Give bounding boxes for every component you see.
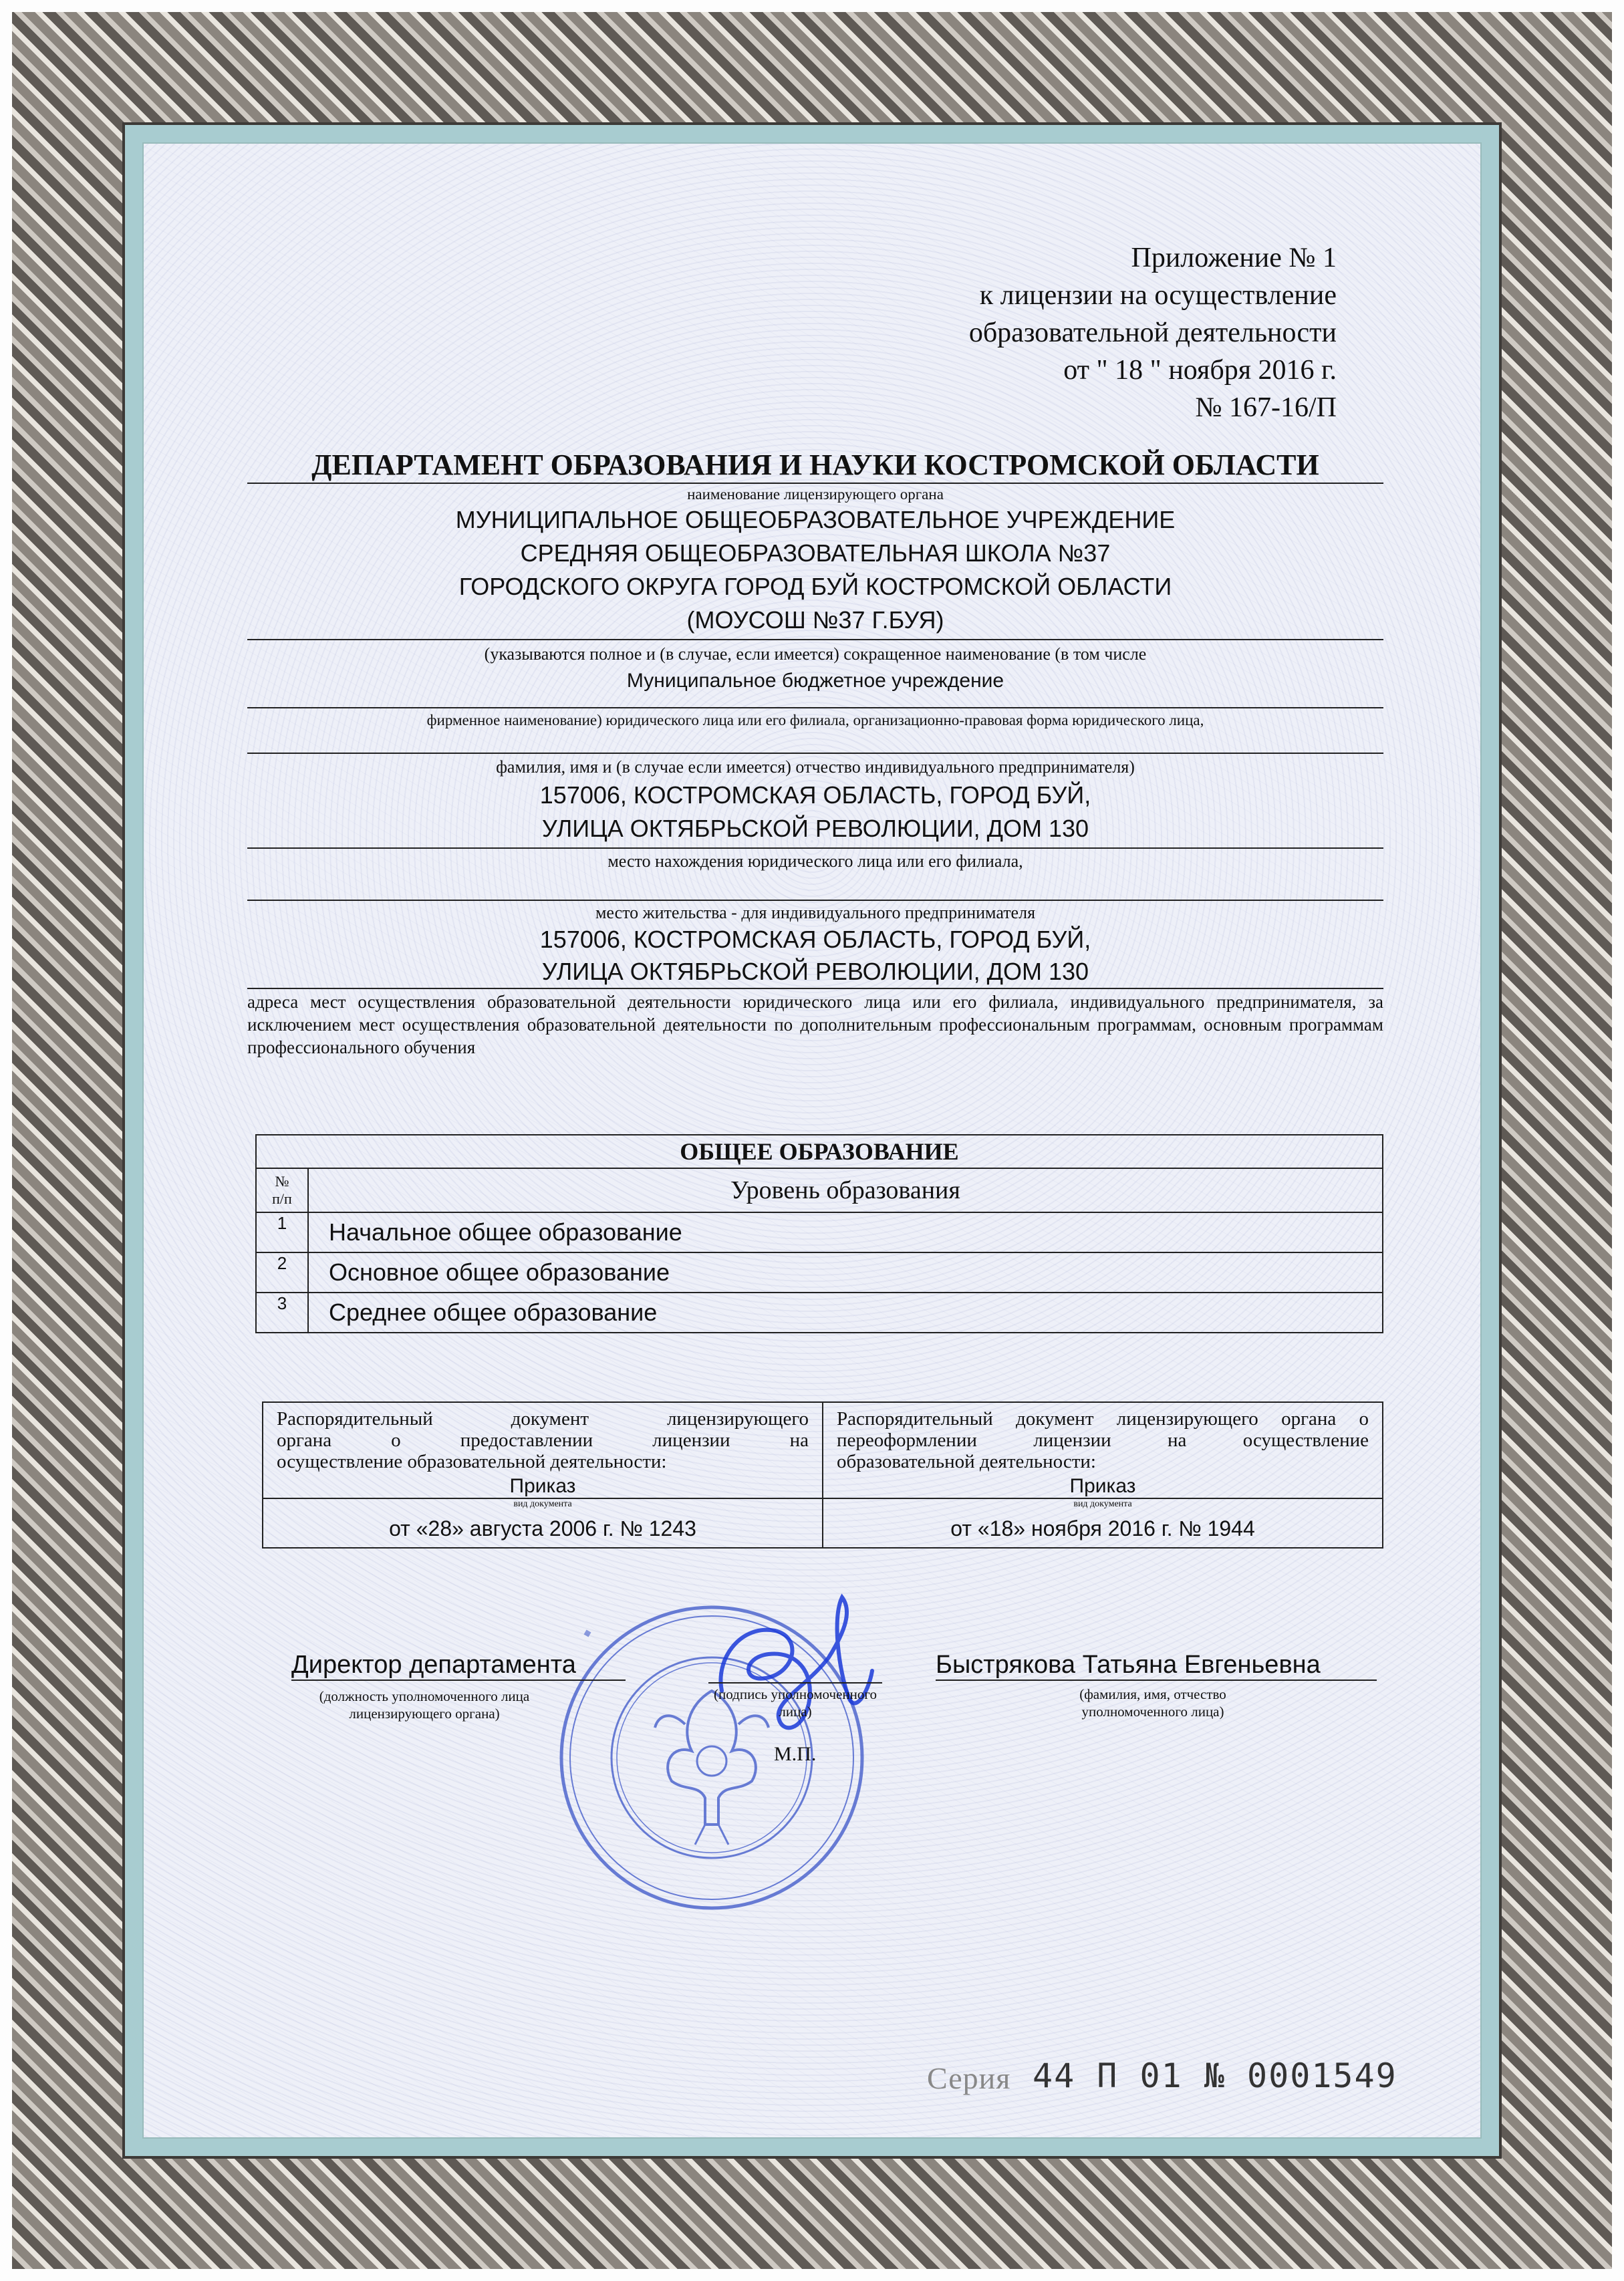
divider xyxy=(247,988,1383,989)
annex-date: от " 18 " ноября 2016 г. xyxy=(1063,355,1337,386)
annex-header xyxy=(969,239,1337,426)
org-name-line: МУНИЦИПАЛЬНОЕ ОБЩЕОБРАЗОВАТЕЛЬНОЕ УЧРЕЖДЕНИЕ xyxy=(455,506,1176,533)
divider xyxy=(247,483,1383,484)
signature-caption: (подпись уполномоченного лица) xyxy=(714,1686,877,1720)
annex-line: образовательной деятельности xyxy=(968,317,1337,348)
order-reissue-text xyxy=(837,1408,1369,1472)
order-doc-caption: вид документа xyxy=(823,1498,1382,1510)
row-number: 2 xyxy=(256,1252,308,1293)
divider xyxy=(247,847,1383,849)
education-table xyxy=(255,1134,1383,1333)
order-date: от «18» ноября 2016 г. № 1944 xyxy=(950,1516,1255,1540)
location-line: 157006, КОСТРОМСКАЯ ОБЛАСТЬ, ГОРОД БУЙ, xyxy=(539,781,1091,809)
divider xyxy=(247,753,1383,754)
order-date: от «28» августа 2006 г. № 1243 xyxy=(389,1516,696,1540)
order-text-line: Распорядительный документ лицензирующего органа о xyxy=(837,1408,1369,1430)
signature-line xyxy=(708,1682,882,1684)
series-number: 44 П 01 № 0001549 xyxy=(1033,2056,1397,2095)
order-doc-type: Приказ xyxy=(509,1475,576,1497)
orders-table xyxy=(262,1401,1383,1549)
order-grant-text xyxy=(277,1408,809,1472)
row-level: Среднее общее образование xyxy=(308,1293,1383,1333)
order-grant-cell xyxy=(263,1402,823,1548)
order-doc-caption: вид документа xyxy=(263,1498,822,1510)
order-text-line: образовательной деятельности: xyxy=(837,1451,1096,1472)
level-header: Уровень образования xyxy=(308,1168,1383,1212)
annex-line: к лицензии на осуществление xyxy=(979,280,1337,311)
row-level: Начальное общее образование xyxy=(308,1212,1383,1252)
org-name-line: СРЕДНЯЯ ОБЩЕОБРАЗОВАТЕЛЬНАЯ ШКОЛА №37 xyxy=(520,539,1111,567)
signatory-name-caption: (фамилия, имя, отчество уполномоченного лица) xyxy=(1079,1686,1226,1720)
org-name-line: ГОРОДСКОГО ОКРУГА ГОРОД БУЙ КОСТРОМСКОЙ ОБЛАСТИ xyxy=(458,573,1172,600)
order-text-line: осуществление образовательной деятельности: xyxy=(277,1451,667,1472)
seal-mark: М.П. xyxy=(774,1743,817,1765)
table-row xyxy=(256,1293,1383,1333)
order-doc-type: Приказ xyxy=(1069,1475,1136,1497)
location-caption: место жительства - для индивидуального предпринимателя xyxy=(595,903,1036,922)
activity-address-caption: адреса мест осуществления образовательной деятельности юридического лица или его филиала, индивидуального предпринимателя, за исключением мест осуществления образовательной деятельности по дополнительным профессиональным программам, основным программам профессионального обучения xyxy=(247,992,1383,1057)
signatory-position-caption: (должность уполномоченного лица лицензирующего органа) xyxy=(319,1688,530,1722)
series-label: Серия xyxy=(927,2061,1011,2095)
num-header-line: № xyxy=(275,1173,289,1190)
location-caption: место нахождения юридического лица или его филиала, xyxy=(607,851,1023,871)
signatory-name: Быстрякова Татьяна Евгеньевна xyxy=(936,1651,1377,1681)
authority-name: ДЕПАРТАМЕНТ ОБРАЗОВАНИЯ И НАУКИ КОСТРОМСКОЙ ОБЛАСТИ xyxy=(311,448,1319,481)
num-header xyxy=(256,1168,308,1212)
annex-number: № 167-16/П xyxy=(1195,392,1337,423)
order-text-line: органа о предоставлении лицензии на xyxy=(277,1430,809,1451)
activity-address-line: 157006, КОСТРОМСКАЯ ОБЛАСТЬ, ГОРОД БУЙ, xyxy=(539,926,1091,953)
org-caption: фирменное наименование) юридического лица или его филиала, организационно-правовая форма юридического лица, xyxy=(426,712,1204,728)
org-caption: (указываются полное и (в случае, если имеется) сокращенное наименование (в том числе xyxy=(484,644,1147,664)
row-number: 3 xyxy=(256,1293,308,1333)
divider xyxy=(247,900,1383,901)
order-text-line: переоформлении лицензии на осуществление xyxy=(837,1430,1369,1451)
education-table-title: ОБЩЕЕ ОБРАЗОВАНИЕ xyxy=(256,1135,1383,1168)
signatory-position: Директор департамента xyxy=(291,1651,626,1681)
divider xyxy=(247,707,1383,708)
num-header-line: п/п xyxy=(272,1190,292,1207)
row-level: Основное общее образование xyxy=(308,1252,1383,1293)
activity-address-line: УЛИЦА ОКТЯБРЬСКОЙ РЕВОЛЮЦИИ, ДОМ 130 xyxy=(541,958,1089,985)
table-row xyxy=(256,1212,1383,1252)
authority-caption: наименование лицензирующего органа xyxy=(687,486,944,503)
annex-line: Приложение № 1 xyxy=(1131,243,1337,273)
location-line: УЛИЦА ОКТЯБРЬСКОЙ РЕВОЛЮЦИИ, ДОМ 130 xyxy=(541,815,1089,842)
table-row xyxy=(256,1252,1383,1293)
order-text-line: Распорядительный документ лицензирующего xyxy=(277,1408,809,1430)
order-reissue-cell xyxy=(823,1402,1383,1548)
divider xyxy=(247,639,1383,640)
row-number: 1 xyxy=(256,1212,308,1252)
org-short-name: (МОУСОШ №37 Г.БУЯ) xyxy=(686,606,944,634)
org-legal-form: Муниципальное бюджетное учреждение xyxy=(626,670,1004,692)
org-caption: фамилия, имя и (в случае если имеется) отчество индивидуального предпринимателя) xyxy=(496,757,1135,777)
